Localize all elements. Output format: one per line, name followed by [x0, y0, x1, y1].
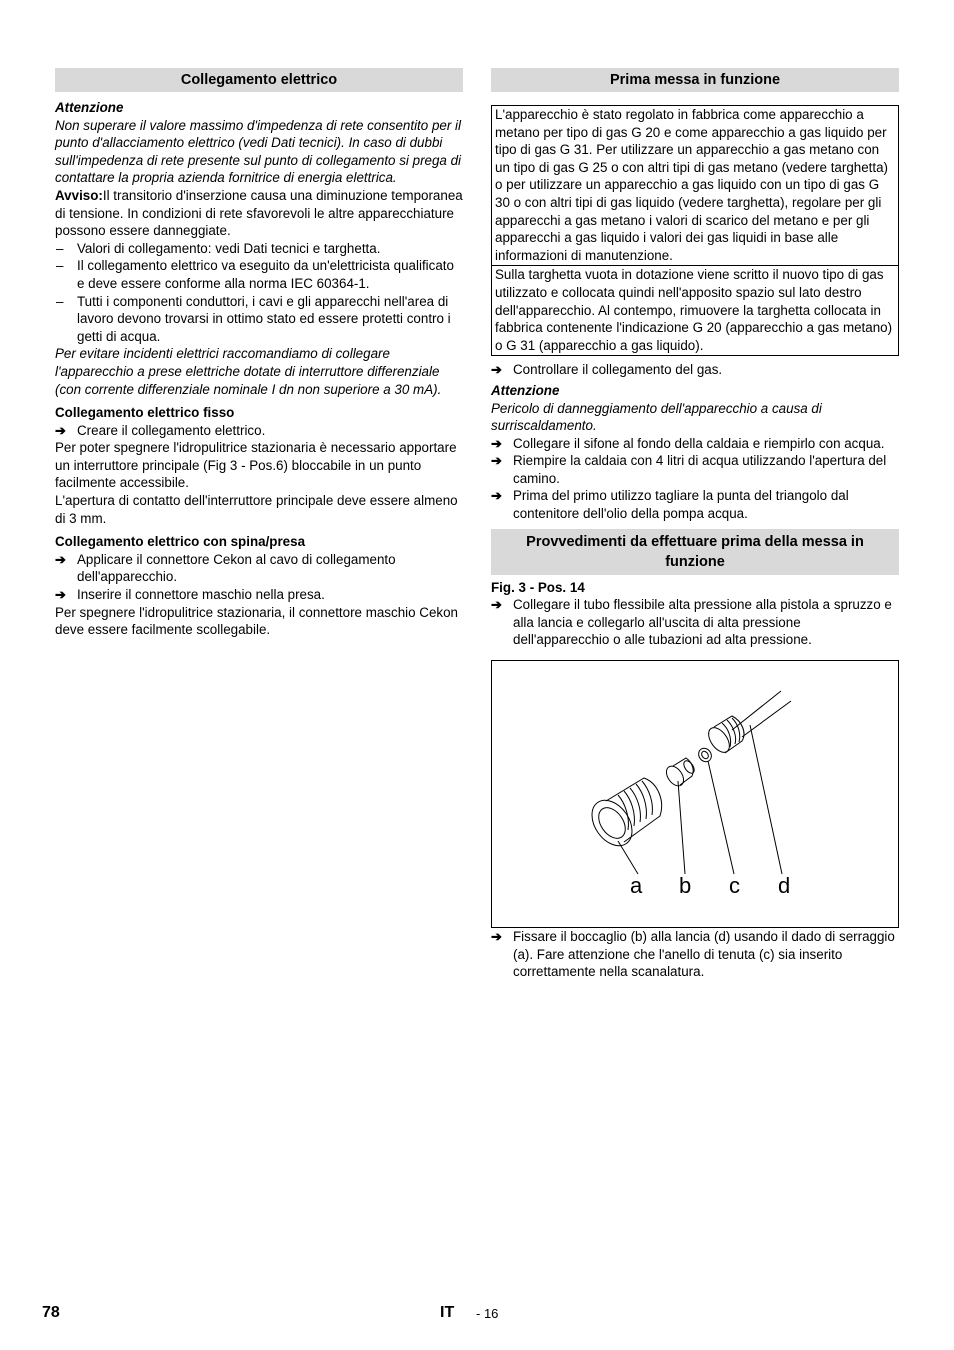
attention-text: Non superare il valore massimo d'impedenza di rete consentito per il punto d'allacciamento elettrico (vedi Dati tecnici). In caso di dubbi sull'impedenza di rete presente sul punto di collegamento si prega di contattare la propria azienda fornitrice di energia elettrica.	[55, 117, 462, 186]
left-column	[55, 68, 463, 639]
arrow-icon: ➔	[491, 597, 502, 613]
notice-paragraph	[55, 187, 463, 240]
step-item: ➔ Inserire il connettore maschio nella presa.	[55, 587, 325, 603]
arrow-icon: ➔	[491, 488, 502, 504]
step-item: ➔ Collegare il sifone al fondo della caldaia e riempirlo con acqua.	[491, 435, 885, 451]
lance-fitting-icon	[704, 716, 744, 756]
arrow-icon: ➔	[491, 362, 502, 378]
nozzle-icon	[663, 758, 696, 789]
plug-connection-title: Collegamento elettrico con spina/presa	[55, 534, 306, 550]
dash-item: – Valori di collegamento: vedi Dati tecnici e targhetta.	[55, 240, 463, 258]
figure-label-a: a	[630, 873, 643, 899]
step-item: ➔ Collegare il tubo flessibile alta pressione alla pistola a spruzzo e alla lancia e collegarlo all'uscita di alta pressione dell'apparecchio o alle tubazioni ad alta pressione.	[491, 597, 892, 648]
gas-info-text-2: Sulla targhetta vuota in dotazione viene scritto il nuovo tipo di gas utilizzato e collocata quindi nell'apposito spazio sul lato destro dell'apparecchio. Al contempo, rimuovere la targhetta collocata in fabbrica contenente l'indicazione G 20 (apparecchio a gas metano) o G 31 (apparecchio a gas liquido).	[492, 265, 898, 355]
fixed-text-1: Per poter spegnere l'idropulitrice stazionaria è necessario apportare un interruttore principale (Fig 3 - Pos.6) bloccabile in un punto facilmente accessibile.	[55, 440, 457, 491]
nozzle-assembly-drawing	[492, 661, 898, 927]
arrow-icon: ➔	[55, 587, 66, 603]
nozzle-assembly-figure	[491, 660, 899, 928]
union-nut-icon	[584, 778, 662, 853]
gas-info-text-1: L'apparecchio è stato regolato in fabbrica come apparecchio a metano per tipo di gas G 20 e come apparecchio a gas liquido per tipo di gas G 31. Per utilizzare un apparecchio a gas metano con un tipo di gas G 25 o con altri tipi di gas metano (vedere targhetta) o per utilizzare un apparecchio a gas liquido con un tipo di gas G 30 o con altri tipi di gas liquido (vedere targhetta), regolare per gli apparecchi a gas metano i valori di scarico del metano e per gli apparecchi a gas liquido i valori dei gas liquidi in base alle informazioni di manutenzione.	[495, 107, 889, 263]
section-heading-electrical: Collegamento elettrico	[55, 68, 463, 92]
figure-label-d: d	[778, 873, 791, 899]
notice-label: Avviso:	[55, 187, 103, 203]
arrow-icon: ➔	[491, 929, 502, 945]
step-item: ➔ Creare il collegamento elettrico.	[55, 422, 266, 438]
step-item: ➔ Riempire la caldaia con 4 litri di acqua utilizzando l'apertura del camino.	[491, 453, 887, 486]
rcd-note: Per evitare incidenti elettrici raccomandiamo di collegare l'apparecchio a prese elettriche dotate di interruttore differenziale (con corrente differenziale nominale I dn non superiore a 30 mA).	[55, 346, 442, 397]
section-heading-first-start: Prima messa in funzione	[491, 68, 899, 92]
sub-page-number: - 16	[476, 1306, 499, 1321]
dash-item: – Tutti i componenti conduttori, i cavi e gli apparecchi nell'area di lavoro devono trovarsi in ottimo stato ed essere protetti contro i getti di acqua.	[55, 293, 463, 346]
seal-ring-icon	[696, 746, 714, 764]
step-item: ➔ Prima del primo utilizzo tagliare la punta del triangolo dal contenitore dell'olio della pompa acqua.	[491, 488, 849, 522]
plug-text: Per spegnere l'idropulitrice stazionaria, il connettore maschio Cekon deve essere facilmente scollegabile.	[55, 604, 458, 638]
fixed-text-2: L'apertura di contatto dell'interruttore principale deve essere almeno di 3 mm.	[55, 493, 458, 526]
lance-line	[732, 691, 781, 730]
gas-info-box	[491, 105, 899, 356]
figure-reference: Fig. 3 - Pos. 14	[491, 579, 585, 595]
step-item: ➔ Controllare il collegamento del gas.	[491, 362, 723, 378]
attention-label: Attenzione	[55, 100, 124, 115]
fixed-connection-title: Collegamento elettrico fisso	[55, 405, 235, 421]
lance-line	[742, 701, 791, 737]
arrow-icon: ➔	[55, 551, 66, 567]
attention-text: Pericolo di danneggiamento dell'apparecchio a causa di surriscaldamento.	[491, 400, 822, 434]
dash-item: – Il collegamento elettrico va eseguito da un'elettricista qualificato e deve essere conforme alla norma IEC 60364-1.	[55, 257, 463, 292]
arrow-icon: ➔	[491, 435, 502, 451]
page-number: 78	[42, 1304, 60, 1321]
language-code: IT	[440, 1304, 455, 1321]
figure-label-b: b	[679, 873, 692, 899]
section-heading-preparation: Provvedimenti da effettuare prima della messa in funzione	[491, 529, 899, 575]
step-item: ➔ Applicare il connettore Cekon al cavo di collegamento dell'apparecchio.	[55, 551, 396, 585]
arrow-icon: ➔	[55, 422, 66, 438]
arrow-icon: ➔	[491, 453, 502, 469]
attention-label: Attenzione	[491, 382, 560, 398]
notice-text: Il transitorio d'inserzione causa una diminuzione temporanea di tensione. In condizioni di rete sfavorevoli le altre apparecchiature possono essere danneggiate.	[55, 187, 463, 239]
step-item: ➔ Fissare il boccaglio (b) alla lancia (d) usando il dado di serraggio (a). Fare attenzione che l'anello di tenuta (c) sia inserito correttamente nella scanalatura.	[491, 929, 895, 980]
right-column	[491, 68, 899, 981]
figure-label-c: c	[729, 873, 740, 899]
